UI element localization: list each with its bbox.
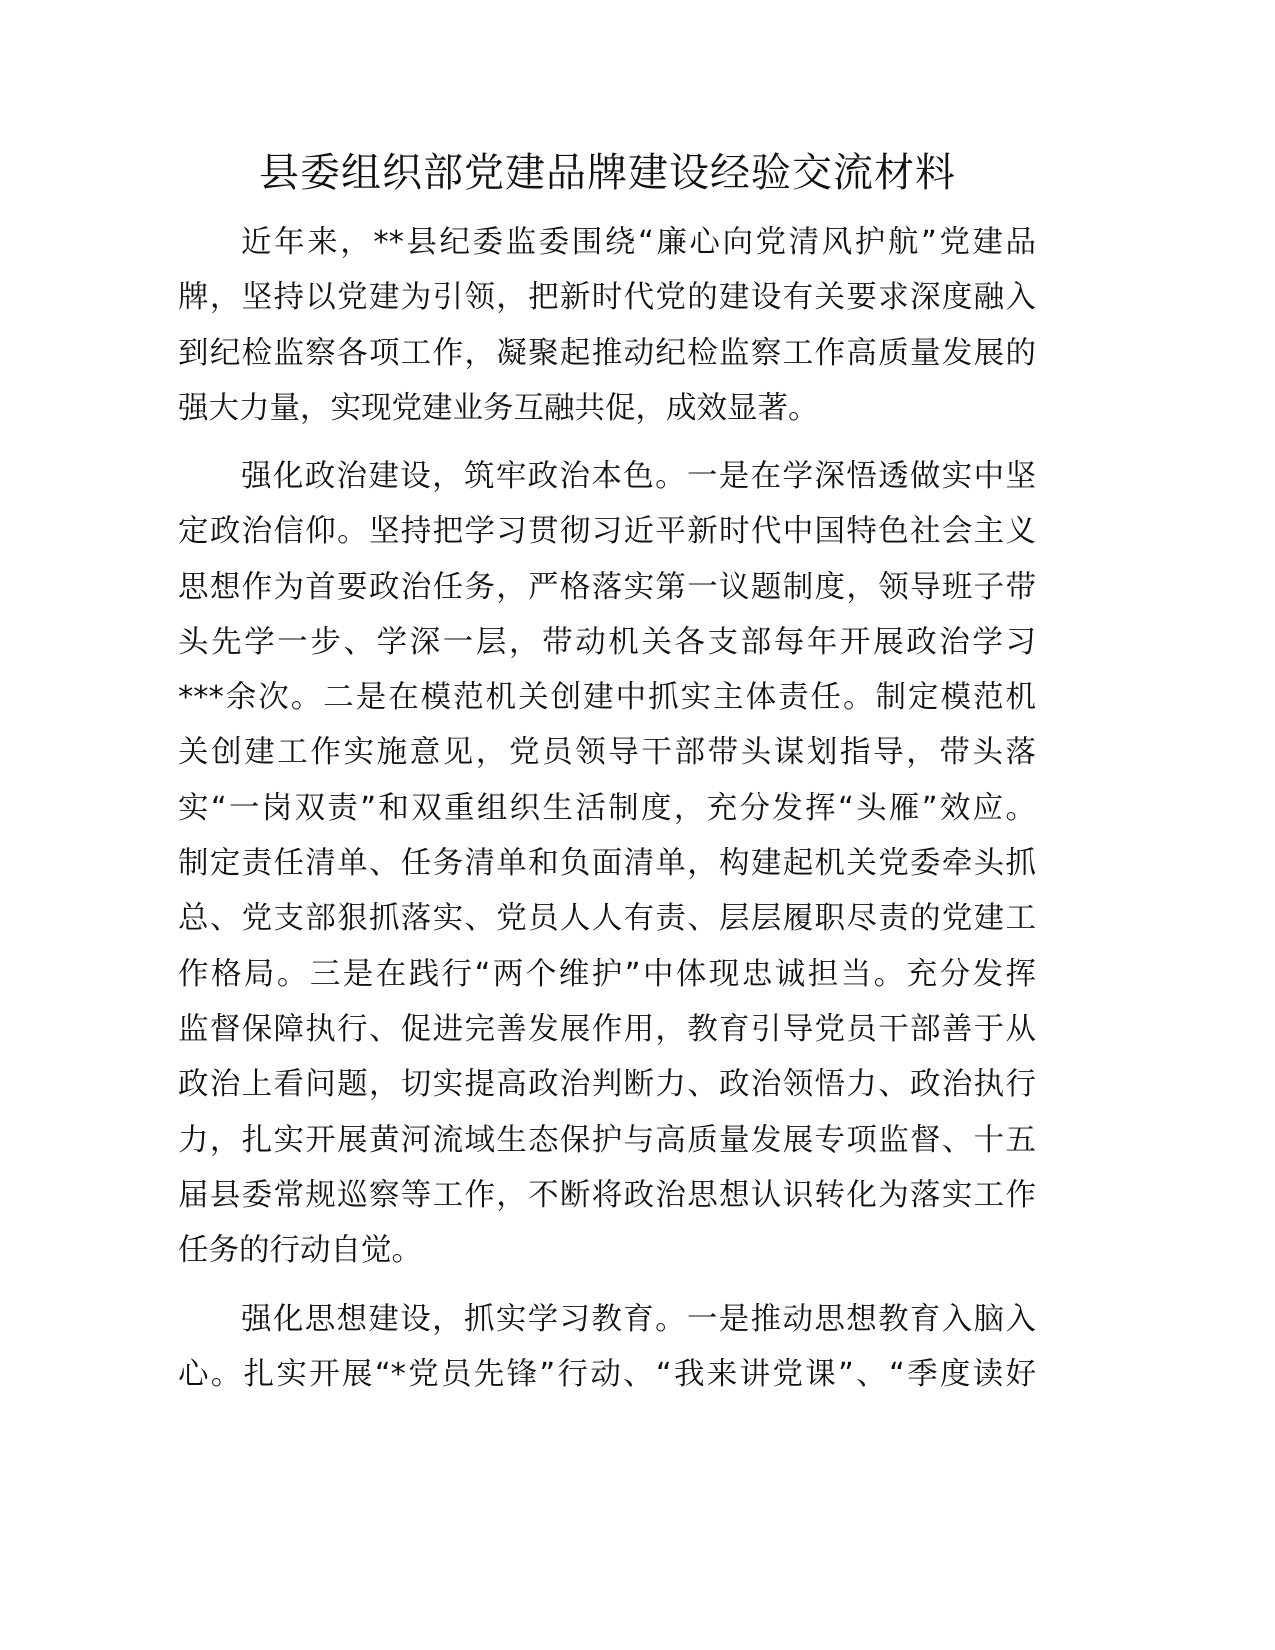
text-line: 头先学一步、学深一层，带动机关各支部每年开展政治学习: [178, 624, 1036, 660]
text-line: 牌，坚持以党建为引领，把新时代党的建设有关要求深度融入: [178, 280, 1036, 316]
paragraph-political-building: [178, 449, 1036, 1278]
text-line: 强化政治建设，筑牢政治本色。一是在学深悟透做实中坚: [241, 459, 1036, 494]
paragraph-intro: [178, 215, 1036, 436]
text-line: 任务的行动自觉。: [178, 1233, 422, 1269]
text-line: 心。扎实开展“*党员先锋”行动、“我来讲党课”、“季度读好: [178, 1357, 1036, 1393]
text-line: 作格局。三是在践行“两个维护”中体现忠诚担当。充分发挥: [178, 956, 1036, 992]
text-line: 强大力量，实现党建业务互融共促，成效显著。: [178, 390, 819, 426]
text-line: 力，扎实开展黄河流域生态保护与高质量发展专项监督、十五: [178, 1122, 1036, 1158]
text-line: 强化思想建设，抓实学习教育。一是推动思想教育入脑入: [241, 1302, 1036, 1337]
document-title: 县委组织部党建品牌建设经验交流材料: [259, 150, 956, 196]
text-line: 关创建工作实施意见，党员领导干部带头谋划指导，带头落: [178, 735, 1036, 771]
text-line: 近年来，**县纪委监委围绕“廉心向党清风护航”党建品: [241, 225, 1036, 260]
text-line: 届县委常规巡察等工作，不断将政治思想认识转化为落实工作: [178, 1177, 1036, 1213]
text-line: 总、党支部狠抓落实、党员人人有责、层层履职尽责的党建工: [178, 901, 1036, 937]
text-line: 定政治信仰。坚持把学习贯彻习近平新时代中国特色社会主义: [178, 514, 1036, 550]
text-line: 制定责任清单、任务清单和负面清单，构建起机关党委牵头抓: [178, 846, 1036, 882]
text-line: 思想作为首要政治任务，严格落实第一议题制度，领导班子带: [178, 569, 1036, 605]
text-line: ***余次。二是在模范机关创建中抓实主体责任。制定模范机: [178, 680, 1036, 716]
paragraph-ideological-building: [178, 1292, 1036, 1403]
text-line: 实“一岗双责”和双重组织生活制度，充分发挥“头雁”效应。: [178, 790, 1036, 826]
text-line: 监督保障执行、促进完善发展作用，教育引导党员干部善于从: [178, 1011, 1036, 1047]
text-line: 政治上看问题，切实提高政治判断力、政治领悟力、政治执行: [178, 1067, 1036, 1103]
text-line: 到纪检监察各项工作，凝聚起推动纪检监察工作高质量发展的: [178, 335, 1036, 371]
